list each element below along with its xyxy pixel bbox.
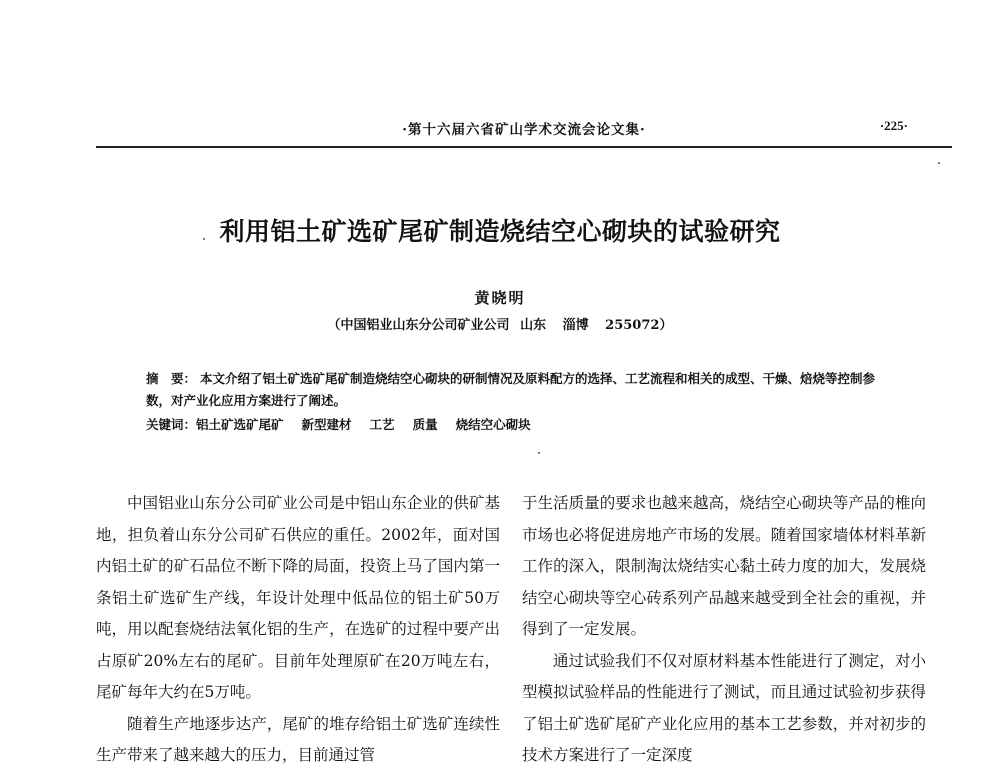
scan-speck — [938, 162, 940, 164]
body-paragraph: 随着生产地逐步达产，尾矿的堆存给铝土矿选矿连续性生产带来了越来越大的压力，目前通过管 — [96, 714, 500, 764]
author-name: 黄晓明 — [474, 289, 526, 307]
affiliation-open-paren: （ — [327, 318, 341, 333]
abstract-label: 摘 要： — [146, 371, 197, 386]
abstract — [146, 368, 876, 412]
page-number: ·225· — [879, 118, 908, 133]
keyword: 铝土矿选矿尾矿 — [196, 417, 284, 432]
keyword: 工艺 — [369, 417, 395, 432]
body-paragraph: 于生活质量的要求也越来越高，烧结空心砌块等产品的椎向市场也必将促进房地产市场的发展。随着国家墙体材料革新工作的深入，限制淘汰烧结实心黏土砖力度的加大，发展烧结空心砌块等空心砖系列产品越来越受到全社会的重视，并得到了一定发展。 — [522, 494, 926, 638]
body-column-left — [96, 488, 500, 772]
body-column-right — [522, 488, 926, 772]
keywords-label: 关键词： — [146, 417, 197, 432]
body-paragraph: 通过试验我们不仅对原材料基本性能进行了测定，对小型模拟试验样品的性能进行了测试，而且通过试验初步获得了铝土矿选矿尾矿产业化应用的基本工艺参数，并对初步的技术方案进行了一定深度 — [522, 651, 926, 764]
keywords — [146, 414, 876, 436]
affiliation-postcode: 255072 — [605, 318, 660, 333]
running-header — [96, 118, 952, 146]
affiliation-close-paren: ） — [659, 318, 673, 333]
keyword: 质量 — [412, 417, 438, 432]
affiliation-city: 淄博 — [562, 318, 589, 333]
header-rule — [96, 146, 952, 148]
author-affiliation — [0, 314, 1000, 333]
affiliation-province: 山东 — [520, 318, 547, 333]
journal-title: ·第十六届六省矿山学术交流会论文集· — [402, 122, 646, 138]
scan-speck — [538, 452, 540, 454]
keyword: 新型建材 — [301, 417, 352, 432]
affiliation-org: 中国铝业山东分公司矿业公司 — [340, 318, 510, 333]
keyword: 烧结空心砌块 — [455, 417, 531, 432]
abstract-text: 本文介绍了铝土矿选矿尾矿制造烧结空心砌块的研制情况及原料配方的选择、工艺流程和相关的成型、干燥、焙烧等控制参数，对产业化应用方案进行了阐述。 — [146, 371, 876, 408]
paper-title: 利用铝土矿选矿尾矿制造烧结空心砌块的试验研究 — [219, 217, 781, 246]
body-paragraph: 中国铝业山东分公司矿业公司是中铝山东企业的供矿基地，担负着山东分公司矿石供应的重任。2002年，面对国内铝土矿的矿石品位不断下降的局面，投资上马了国内第一条铝土矿选矿生产线，年设计处理中低品位的铝土矿50万吨，用以配套烧结法氧化铝的生产，在选矿的过程中要产出占原矿20%左右的尾矿。目前年处理原矿在20万吨左右，尾矿每年大约在5万吨。 — [96, 494, 500, 701]
